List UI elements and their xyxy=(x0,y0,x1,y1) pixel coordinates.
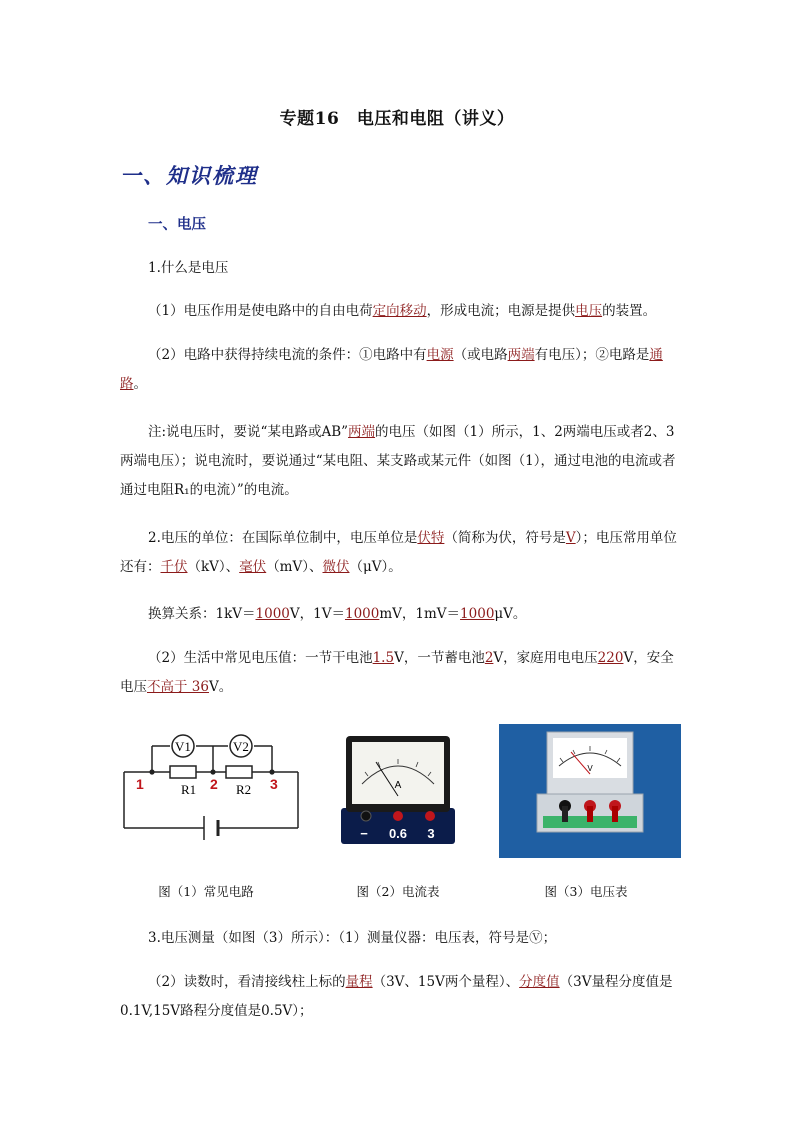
paragraph-continuous-current: （2）电路中获得持续电流的条件：①电路中有电源（或电路两端有电压）；②电路是通路。 xyxy=(120,347,663,392)
figure-3-caption: 图（3）电压表 xyxy=(544,884,628,899)
paragraph-what-is-voltage: 1.什么是电压 xyxy=(148,260,229,276)
node-3-label: 3 xyxy=(270,776,278,792)
node-2-label: 2 xyxy=(210,776,218,792)
voltmeter-symbol: Ⓥ xyxy=(529,930,543,946)
paragraph-voltage-measurement: 3.电压测量（如图（3）所示）：（1）测量仪器：电压表，符号是Ⓥ； xyxy=(148,930,557,946)
resistor-r2-label: R2 xyxy=(236,782,252,797)
ammeter-image xyxy=(338,734,458,846)
paragraph-conversion: 换算关系：1kV＝1000V，1V＝1000mV，1mV＝1000μV。 xyxy=(148,606,527,622)
ammeter-unit-label: A xyxy=(394,780,402,791)
paragraph-note: 注:说电压时，要说“某电路或AB”两端的电压（如图（1）所示，1、2两端电压或者2、3两端电压）；说电流时，要说通过“某电阻、某支路或某元件（如图（1），通过电池的电流或者通过电阻R₁的电流）”的电流。 xyxy=(120,424,676,498)
paragraph-voltage-effect: （1）电压作用是使电路中的自由电荷定向移动，形成电流；电源是提供电压的装置。 xyxy=(148,303,657,319)
paragraph-voltage-unit: 2.电压的单位：在国际单位制中，电压单位是伏特（简称为伏，符号是V）；电压常用单位还有：千伏（kV）、毫伏（mV）、微伏（μV）。 xyxy=(120,530,677,575)
voltmeter-unit-label: V xyxy=(587,764,593,773)
figure-2-caption: 图（2）电流表 xyxy=(356,884,440,899)
figure-1-caption: 图（1）常见电路 xyxy=(158,884,254,899)
resistor-r1-label: R1 xyxy=(181,782,197,797)
ammeter-terminal-0-6: 0.6 xyxy=(388,826,408,841)
paragraph-common-voltages: （2）生活中常见电压值：一节干电池1.5V，一节蓄电池2V，家庭用电电压220V，安全电压不高于 36V。 xyxy=(120,650,674,695)
voltmeter-v2-label: V2 xyxy=(233,739,249,754)
circuit-diagram xyxy=(118,728,308,854)
section-heading: 一、知识梳理 xyxy=(120,163,258,188)
voltmeter-image xyxy=(499,724,681,858)
voltmeter-v1-label: V1 xyxy=(175,739,191,754)
paragraph-reading: （2）读数时，看清接线柱上标的量程（3V、15V两个量程）、分度值（3V量程分度值是0.1V,15V路程分度值是0.5V）； xyxy=(120,974,673,1019)
ammeter-terminal-3: 3 xyxy=(427,826,435,841)
node-1-label: 1 xyxy=(136,776,144,792)
sub-heading-voltage: 一、电压 xyxy=(148,216,206,233)
page-title: 专题16 电压和电阻（讲义） xyxy=(279,109,515,129)
ammeter-terminal-negative: − xyxy=(360,826,368,841)
